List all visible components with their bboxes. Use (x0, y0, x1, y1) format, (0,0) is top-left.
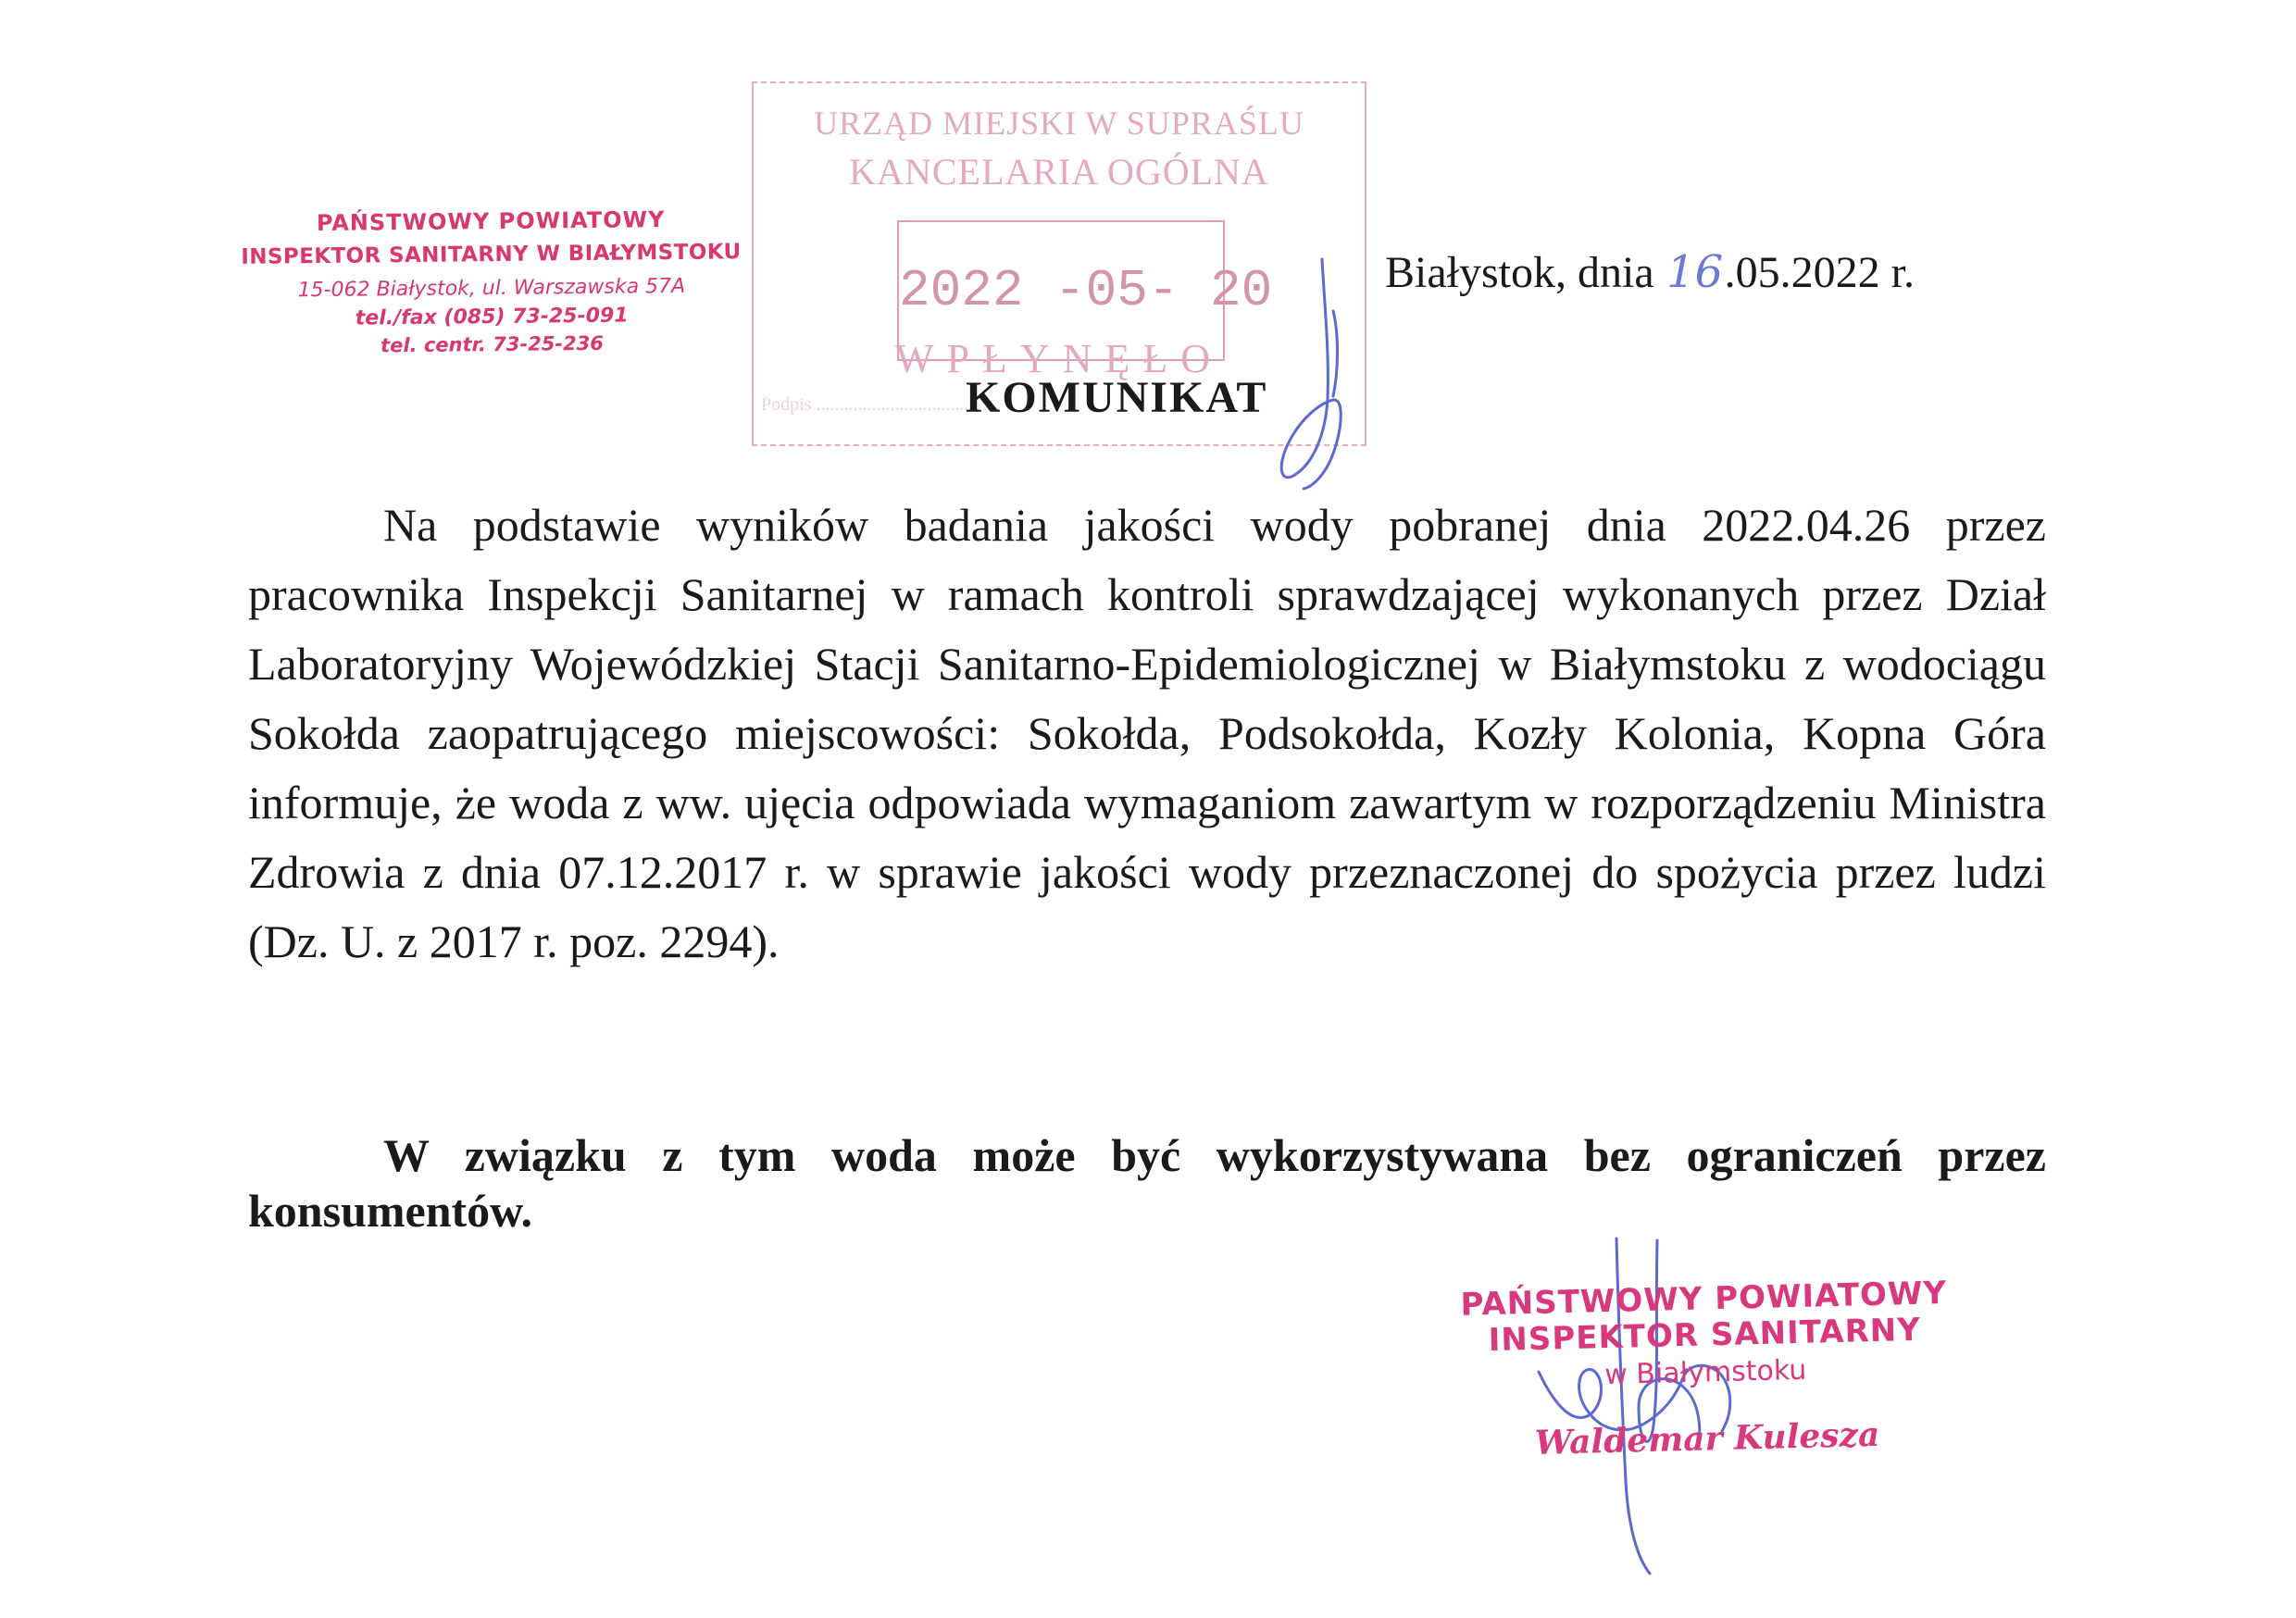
stamp-line: INSPEKTOR SANITARNY (1488, 1312, 1922, 1360)
handwritten-day: 16 (1666, 246, 1724, 298)
stamp-line: 15-062 Białystok, ul. Warszawska 57A (297, 275, 686, 303)
stamp-line: PAŃSTWOWY POWIATOWY (1460, 1275, 1948, 1324)
place-date-line (1385, 246, 1915, 298)
inspector-signature-stamp (1379, 1275, 2031, 1465)
document-title: KOMUNIKAT (966, 373, 1268, 422)
registry-stamp-subtitle: KANCELARIA OGÓLNA (849, 151, 1269, 193)
registry-stamp-date: 2022 -05- 20 (897, 220, 1225, 361)
stamp-line: tel. centr. 73-25-236 (380, 331, 605, 357)
registry-initials-tail (1333, 311, 1338, 396)
registry-stamp-title: URZĄD MIEJSKI W SUPRAŚLU (814, 105, 1304, 142)
registry-stamp-received: WPŁYNĘŁO (895, 336, 1223, 381)
stamp-line: INSPEKTOR SANITARNY W BIAŁYMSTOKU (241, 240, 742, 269)
stamp-line: tel./fax (085) 73-25-091 (355, 304, 629, 330)
city-label: Białystok, dnia (1385, 248, 1654, 297)
date-suffix: .05.2022 r. (1724, 248, 1915, 297)
conclusion-paragraph: W związku z tym woda może być wykorzystywana bez ograniczeń przez konsumentów. (248, 1129, 2046, 1237)
registry-initials-signature (1281, 259, 1341, 489)
body-paragraph: Na podstawie wyników badania jakości wody pobranej dnia 2022.04.26 przez pracownika Inspekcji Sanitarnej w ramach kontroli sprawdzającej wykonanych przez Dział Laboratoryjny Wojewódzkiej Stacji Sanitarno-Epidemiologicznej w Białymstoku z wodociągu Sokołda zaopatrującego miejscowości: Sokołda, Podsokołda, Kozły Kolonia, Kopna Góra informuje, że woda z ww. ujęcia odpowiada wymaganiom zawartym w rozporządzeniu Ministra Zdrowia z dnia 07.12.2017 r. w sprawie jakości wody przeznaczonej do spożycia przez ludzi (Dz. U. z 2017 r. poz. 2294). (248, 499, 2046, 967)
registry-stamp-footer: Podpis ........................................ (761, 394, 1002, 415)
stamp-signatory-name: Waldemar Kulesza (1534, 1414, 1880, 1462)
stamp-line: w Białymstoku (1603, 1353, 1807, 1391)
stamp-line: PAŃSTWOWY POWIATOWY (316, 206, 666, 237)
